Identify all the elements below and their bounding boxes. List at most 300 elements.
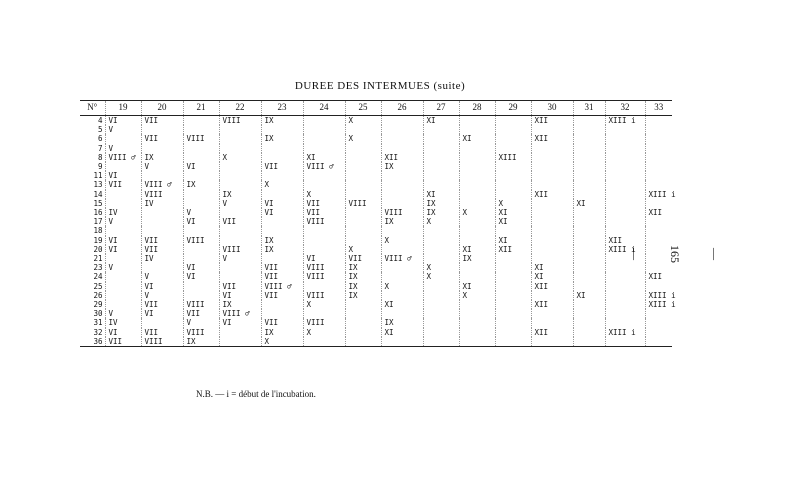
- table-cell: [345, 190, 381, 199]
- table-cell: [573, 116, 605, 126]
- table-cell: [381, 291, 423, 300]
- table-cell: [345, 309, 381, 318]
- column-header: 21: [183, 101, 219, 116]
- table-cell: [423, 300, 459, 309]
- table-cell: [605, 171, 645, 180]
- table-cell: [573, 144, 605, 153]
- table-cell: [345, 226, 381, 235]
- table-cell: [345, 125, 381, 134]
- table-cell: XIII i: [645, 300, 672, 309]
- table-cell: [423, 245, 459, 254]
- table-cell: [531, 254, 573, 263]
- table-cell: VII: [219, 217, 261, 226]
- table-cell: [261, 254, 303, 263]
- table-cell: [605, 318, 645, 327]
- table-cell: X: [219, 153, 261, 162]
- table-cell: IX: [381, 318, 423, 327]
- row-number-cell: 9: [97, 162, 103, 172]
- table-cell: VIII: [219, 245, 261, 254]
- table-cell: [345, 300, 381, 309]
- table-cell: [495, 291, 531, 300]
- table-cell: [573, 180, 605, 189]
- table-cell: X: [345, 245, 381, 254]
- table-cell: [345, 328, 381, 337]
- table-cell: VIII ♂: [219, 309, 261, 318]
- table-cell: [495, 254, 531, 263]
- table-cell: X: [345, 116, 381, 126]
- table-cell: [573, 300, 605, 309]
- table-cell: XI: [573, 199, 605, 208]
- table-cell: VI: [183, 162, 219, 171]
- table-cell: [261, 125, 303, 134]
- table-cell: [381, 134, 423, 143]
- table-cell: IX: [261, 134, 303, 143]
- table-cell: XII: [531, 116, 573, 126]
- table-cell: [345, 144, 381, 153]
- table-cell: [105, 254, 141, 263]
- table-cell: V: [105, 309, 141, 318]
- table-cell: VI: [105, 328, 141, 337]
- table-cell: [645, 318, 672, 327]
- table-cell: [261, 171, 303, 180]
- table-cell: [531, 291, 573, 300]
- table-cell: X: [423, 272, 459, 281]
- table-cell: V: [183, 208, 219, 217]
- table-cell: [303, 245, 345, 254]
- table-cell: [141, 144, 183, 153]
- table-cell: [345, 318, 381, 327]
- table-cell: XI: [423, 190, 459, 199]
- table-cell: [303, 337, 345, 347]
- table-cell: [495, 134, 531, 143]
- table-cell: [459, 226, 495, 235]
- table-cell: [423, 134, 459, 143]
- table-cell: [105, 226, 141, 235]
- table-cell: [261, 309, 303, 318]
- table-cell: [303, 171, 345, 180]
- table-cell: VII: [105, 337, 141, 347]
- table-cell: [573, 226, 605, 235]
- table-cell: [645, 226, 672, 235]
- table-row: [80, 263, 672, 272]
- table-cell: [219, 180, 261, 189]
- table-row: [80, 309, 672, 318]
- table-cell: [345, 171, 381, 180]
- table-cell: [105, 300, 141, 309]
- table-cell: VIII ♂: [141, 180, 183, 189]
- table-row: [80, 217, 672, 226]
- table-cell: [459, 263, 495, 272]
- table-cell: IX: [459, 254, 495, 263]
- table-cell: [219, 162, 261, 171]
- table-cell: XII: [645, 272, 672, 281]
- table-cell: VII: [345, 254, 381, 263]
- table-cell: XIII i: [605, 116, 645, 126]
- table-cell: [573, 328, 605, 337]
- table-cell: V: [141, 162, 183, 171]
- table-cell: VIII: [303, 272, 345, 281]
- table-cell: V: [183, 318, 219, 327]
- table-cell: VI: [105, 236, 141, 245]
- table-cell: [219, 208, 261, 217]
- footnote: N.B. — i = début de l'incubation.: [196, 389, 316, 399]
- table-cell: [423, 236, 459, 245]
- table-cell: [459, 162, 495, 171]
- table-cell: [303, 282, 345, 291]
- table-cell: VIII: [303, 263, 345, 272]
- column-header: 32: [605, 101, 645, 116]
- table-cell: IX: [261, 245, 303, 254]
- table-row: [80, 134, 672, 143]
- page-title: DUREE DES INTERMUES (suite): [294, 80, 466, 92]
- row-number-cell: 21: [93, 254, 103, 264]
- row-number-cell: 25: [93, 281, 103, 291]
- table-cell: [459, 180, 495, 189]
- table-cell: [573, 337, 605, 347]
- table-cell: [645, 153, 672, 162]
- table-cell: VIII: [303, 291, 345, 300]
- table-cell: XI: [531, 272, 573, 281]
- table-cell: [495, 144, 531, 153]
- table-cell: [573, 245, 605, 254]
- table-cell: [573, 125, 605, 134]
- table-cell: [141, 208, 183, 217]
- table-cell: V: [105, 125, 141, 134]
- table-cell: [423, 226, 459, 235]
- table-cell: [605, 208, 645, 217]
- table-cell: VII: [219, 282, 261, 291]
- table-cell: IX: [381, 217, 423, 226]
- table-cell: VIII ♂: [261, 282, 303, 291]
- table-row: [80, 282, 672, 291]
- table-cell: [573, 318, 605, 327]
- table-cell: [645, 171, 672, 180]
- table-cell: [459, 125, 495, 134]
- table-cell: [183, 199, 219, 208]
- table-cell: VI: [183, 272, 219, 281]
- table-cell: [459, 236, 495, 245]
- table-cell: [219, 236, 261, 245]
- table-row: [80, 208, 672, 217]
- table-cell: [605, 180, 645, 189]
- table-cell: [531, 337, 573, 347]
- table-cell: XI: [495, 217, 531, 226]
- table-cell: IX: [381, 162, 423, 171]
- table-cell: V: [105, 144, 141, 153]
- table-cell: [573, 236, 605, 245]
- table-cell: [219, 337, 261, 347]
- table-cell: [303, 180, 345, 189]
- table-row: [80, 153, 672, 162]
- table-cell: VIII ♂: [303, 162, 345, 171]
- table-cell: [183, 291, 219, 300]
- table-cell: X: [345, 134, 381, 143]
- table-cell: X: [423, 263, 459, 272]
- table-cell: XII: [531, 328, 573, 337]
- table-cell: [345, 162, 381, 171]
- table-cell: [261, 144, 303, 153]
- table-cell: [303, 134, 345, 143]
- table-cell: [183, 282, 219, 291]
- table-cell: [605, 162, 645, 171]
- table-cell: [219, 328, 261, 337]
- table-cell: [573, 263, 605, 272]
- table-cell: [141, 318, 183, 327]
- row-number-cell: 14: [93, 189, 103, 199]
- table-cell: [605, 300, 645, 309]
- table-cell: [219, 125, 261, 134]
- table-cell: [495, 337, 531, 347]
- table-cell: [459, 337, 495, 347]
- table-cell: XII: [605, 236, 645, 245]
- table-cell: VII: [261, 263, 303, 272]
- table-cell: IV: [105, 318, 141, 327]
- table-cell: [381, 337, 423, 347]
- table-cell: [423, 153, 459, 162]
- table-cell: [645, 162, 672, 171]
- table-cell: VI: [183, 263, 219, 272]
- table-cell: [495, 171, 531, 180]
- table-cell: XI: [303, 153, 345, 162]
- table-cell: [573, 217, 605, 226]
- table-row: [80, 272, 672, 281]
- table-cell: [495, 309, 531, 318]
- table-cell: [495, 162, 531, 171]
- table-cell: [105, 190, 141, 199]
- row-number-cell: 5: [97, 125, 103, 135]
- table-cell: [381, 226, 423, 235]
- table-cell: [605, 291, 645, 300]
- table-cell: [105, 282, 141, 291]
- table-cell: [345, 208, 381, 217]
- table-cell: X: [459, 208, 495, 217]
- table-cell: [105, 162, 141, 171]
- table-cell: [381, 116, 423, 126]
- table-cell: [183, 254, 219, 263]
- table-cell: [645, 309, 672, 318]
- table-cell: [495, 125, 531, 134]
- table-cell: VII: [141, 300, 183, 309]
- table-cell: [645, 282, 672, 291]
- table-cell: [605, 190, 645, 199]
- table-cell: [459, 272, 495, 281]
- table-cell: [345, 180, 381, 189]
- table-cell: [183, 153, 219, 162]
- table-cell: [183, 171, 219, 180]
- table-cell: [423, 328, 459, 337]
- table-cell: [459, 300, 495, 309]
- table-cell: VIII: [183, 134, 219, 143]
- table-cell: V: [141, 291, 183, 300]
- table-cell: VII: [141, 236, 183, 245]
- table-cell: XI: [381, 300, 423, 309]
- table-cell: [605, 153, 645, 162]
- table-cell: [381, 263, 423, 272]
- table-cell: [345, 236, 381, 245]
- table-cell: [219, 272, 261, 281]
- table-cell: VIII: [381, 208, 423, 217]
- table-cell: [495, 190, 531, 199]
- table-row: [80, 180, 672, 189]
- table-row: [80, 226, 672, 235]
- table-cell: XI: [459, 282, 495, 291]
- table-cell: [423, 144, 459, 153]
- table-cell: [219, 263, 261, 272]
- table-cell: IV: [141, 254, 183, 263]
- table-cell: IX: [219, 190, 261, 199]
- row-number-cell: 11: [93, 171, 103, 181]
- table-cell: VII: [261, 318, 303, 327]
- table-cell: [645, 116, 672, 126]
- table-cell: [183, 190, 219, 199]
- table-cell: [381, 171, 423, 180]
- table-cell: X: [303, 328, 345, 337]
- table-cell: [381, 180, 423, 189]
- table-cell: [423, 282, 459, 291]
- table-cell: [531, 226, 573, 235]
- table-cell: [423, 171, 459, 180]
- table-cell: [645, 180, 672, 189]
- table-cell: [141, 217, 183, 226]
- table-cell: [105, 272, 141, 281]
- table-cell: VII: [105, 180, 141, 189]
- table-cell: X: [303, 190, 345, 199]
- table-cell: [345, 153, 381, 162]
- table-cell: [105, 134, 141, 143]
- table-cell: [605, 144, 645, 153]
- table-cell: [459, 153, 495, 162]
- table-cell: [459, 217, 495, 226]
- table-cell: [261, 153, 303, 162]
- table-cell: [645, 144, 672, 153]
- table-cell: XIII i: [605, 328, 645, 337]
- table-cell: [381, 309, 423, 318]
- column-header: 25: [345, 101, 381, 116]
- table-row: [80, 199, 672, 208]
- column-header: 19: [105, 101, 141, 116]
- table-cell: [573, 208, 605, 217]
- table-cell: [573, 190, 605, 199]
- table-cell: VI: [141, 309, 183, 318]
- column-header: 31: [573, 101, 605, 116]
- table-cell: [459, 116, 495, 126]
- table-cell: VI: [303, 254, 345, 263]
- table-cell: IX: [219, 300, 261, 309]
- table-cell: [645, 328, 672, 337]
- table-cell: IX: [345, 263, 381, 272]
- table-cell: XI: [459, 245, 495, 254]
- table-cell: IX: [423, 199, 459, 208]
- table-cell: IX: [183, 337, 219, 347]
- table-cell: [141, 263, 183, 272]
- table-cell: X: [303, 300, 345, 309]
- table-cell: [381, 245, 423, 254]
- row-number-cell: 23: [93, 263, 103, 273]
- table-cell: [531, 144, 573, 153]
- row-number-cell: 36: [80, 337, 105, 347]
- table-cell: X: [381, 282, 423, 291]
- table-cell: [645, 236, 672, 245]
- page-number: — 165 —: [628, 245, 722, 263]
- table-row: [80, 291, 672, 300]
- table-cell: XII: [495, 245, 531, 254]
- row-number-cell: 31: [93, 318, 103, 328]
- row-number-cell: 30: [93, 309, 103, 319]
- table-cell: XII: [531, 282, 573, 291]
- table-header-row: [80, 101, 672, 116]
- table-cell: [219, 134, 261, 143]
- table-cell: [605, 337, 645, 347]
- table-cell: [605, 125, 645, 134]
- table-cell: [573, 254, 605, 263]
- table-cell: X: [459, 291, 495, 300]
- table-row: [80, 190, 672, 199]
- table-cell: VIII: [219, 116, 261, 126]
- table-cell: IX: [423, 208, 459, 217]
- table-cell: [495, 300, 531, 309]
- column-header: 26: [381, 101, 423, 116]
- table-cell: VI: [219, 291, 261, 300]
- table-cell: [183, 226, 219, 235]
- table-cell: IV: [105, 208, 141, 217]
- table-cell: X: [261, 180, 303, 189]
- table-cell: [423, 162, 459, 171]
- table-cell: X: [261, 337, 303, 347]
- table-cell: XI: [423, 116, 459, 126]
- table-cell: VI: [183, 217, 219, 226]
- table-cell: X: [495, 199, 531, 208]
- table-cell: [531, 245, 573, 254]
- table-row: [80, 337, 672, 347]
- table-row: [80, 328, 672, 337]
- table-cell: VII: [141, 116, 183, 126]
- table-cell: [183, 245, 219, 254]
- table-cell: [459, 190, 495, 199]
- table-cell: X: [423, 217, 459, 226]
- table-cell: [381, 144, 423, 153]
- table-cell: [645, 199, 672, 208]
- table-cell: [219, 144, 261, 153]
- table-cell: [531, 208, 573, 217]
- table-cell: VII: [303, 208, 345, 217]
- table-cell: [495, 226, 531, 235]
- table-row: [80, 254, 672, 263]
- table-cell: VI: [105, 245, 141, 254]
- table-cell: [141, 226, 183, 235]
- table-cell: IX: [261, 236, 303, 245]
- table-cell: [261, 190, 303, 199]
- table-cell: VIII: [303, 318, 345, 327]
- row-number-cell: 20: [93, 244, 103, 254]
- table-cell: IX: [345, 282, 381, 291]
- table-row: [80, 125, 672, 134]
- table-cell: [605, 272, 645, 281]
- table-cell: [573, 309, 605, 318]
- table-cell: [531, 162, 573, 171]
- table-cell: VIII: [141, 190, 183, 199]
- table-cell: [381, 199, 423, 208]
- table-cell: V: [219, 254, 261, 263]
- table-cell: [645, 134, 672, 143]
- table-cell: [423, 337, 459, 347]
- table-cell: [531, 236, 573, 245]
- table-cell: VII: [303, 199, 345, 208]
- table-row: [80, 171, 672, 180]
- table-cell: V: [219, 199, 261, 208]
- table-cell: [605, 226, 645, 235]
- table-cell: [303, 236, 345, 245]
- table-cell: [573, 282, 605, 291]
